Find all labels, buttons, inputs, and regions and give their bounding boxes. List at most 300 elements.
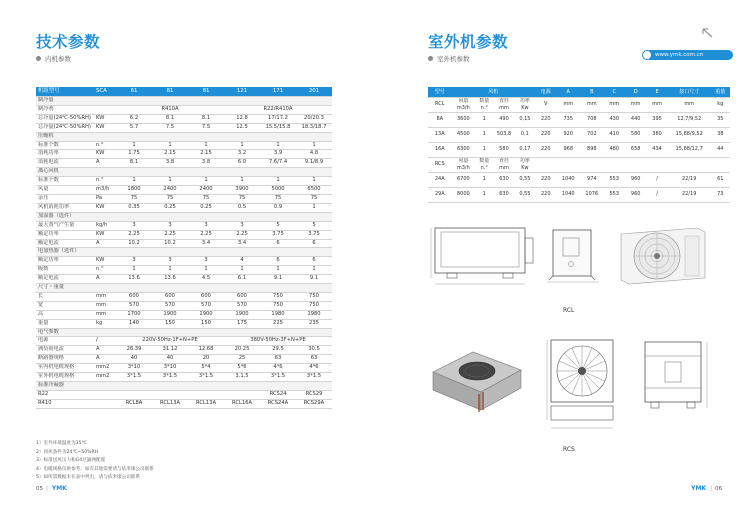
table-cell [296, 248, 332, 257]
table-row [36, 364, 332, 373]
table-cell: 3600 [452, 112, 476, 127]
table-cell: 1 [475, 172, 493, 187]
rcs-front-view-drawing [543, 332, 623, 442]
footnote-line: 3）标准送风压力和G4过滤网配置 [36, 458, 106, 464]
table-cell: 10.2 [116, 239, 152, 248]
table-cell: 1900 [224, 310, 260, 319]
table-cell: 6 [260, 257, 296, 266]
table-cell: 6700 [452, 172, 476, 187]
rcs-label: RCS [563, 446, 575, 453]
table-cell [188, 382, 224, 391]
table-cell: kg [94, 319, 116, 328]
table-row [36, 177, 332, 186]
header-cell: 重量 [711, 87, 730, 97]
table-cell: Pa [94, 194, 116, 203]
table-cell: 974 [580, 172, 604, 187]
unit-cell: 数量 n.° [475, 97, 493, 112]
table-cell [116, 382, 152, 391]
table-cell: 3 [188, 257, 224, 266]
table-cell: 电源 [36, 337, 94, 346]
table-cell: 3 [152, 257, 188, 266]
table-cell: 553 [604, 187, 625, 202]
table-cell: 220 [535, 112, 556, 127]
table-cell: 额定功率 [36, 257, 94, 266]
table-cell: 920 [556, 127, 580, 142]
table-cell: 8000 [452, 187, 476, 202]
table-cell: 225 [260, 319, 296, 328]
table-cell: 4.5 [188, 275, 224, 284]
table-cell: KW [94, 150, 116, 159]
table-cell [152, 382, 188, 391]
table-cell: 1 [152, 266, 188, 275]
table-cell: 380 [646, 127, 667, 142]
table-cell: mm2 [94, 364, 116, 373]
table-cell: 6.0 [224, 159, 260, 168]
table-cell: 968 [556, 142, 580, 157]
table-cell: 3 [152, 221, 188, 230]
table-cell: 12.68 [188, 346, 224, 355]
section-row [36, 132, 332, 141]
table-cell: A [94, 355, 116, 364]
table-cell: 2.25 [152, 230, 188, 239]
table-cell: n.° [94, 141, 116, 150]
table-cell: 12,7/9,52 [668, 112, 711, 127]
header-cell: D [625, 87, 646, 97]
header-cell: E [646, 87, 667, 97]
table-cell: 6 [296, 257, 332, 266]
table-cell: 3*1.5 [296, 373, 332, 382]
table-cell: 220 [535, 127, 556, 142]
table-cell [152, 284, 188, 293]
table-header-row [428, 87, 730, 97]
table-cell: 1980 [260, 310, 296, 319]
table-cell: 功率 Kw [515, 157, 535, 172]
page-number: 05 [36, 485, 43, 492]
table-cell: 1 [296, 177, 332, 186]
table-cell: 3*1.5 [152, 373, 188, 382]
website-url: www.ymk.com.cn [655, 52, 704, 58]
section-row [36, 284, 332, 293]
table-cell [260, 248, 296, 257]
table-cell: / [94, 337, 116, 346]
table-cell: 电气参数 [36, 328, 94, 337]
table-cell: 10.2 [152, 239, 188, 248]
subtitle-text: 室外机参数 [437, 55, 470, 63]
page-footer: 05 | YMK [36, 485, 67, 492]
table-cell: 3 [188, 221, 224, 230]
table-cell: 3.8 [188, 159, 224, 168]
table-cell [188, 212, 224, 221]
table-cell: 消耗电流 [36, 159, 94, 168]
table-cell: mm2 [94, 373, 116, 382]
table-row [428, 112, 730, 127]
table-cell: A [94, 346, 116, 355]
table-cell [94, 105, 116, 114]
footnote-line: 2）回风条件为24℃~50%RH [36, 449, 99, 455]
table-cell [94, 382, 116, 391]
table-cell [116, 212, 152, 221]
table-cell: RCS29A [296, 399, 332, 408]
header-cell: 型号 [428, 87, 452, 97]
table-cell: 0,1 [515, 127, 535, 142]
table-cell: 75 [224, 194, 260, 203]
table-row [428, 187, 730, 202]
section-row [36, 168, 332, 177]
table-cell [116, 97, 152, 106]
table-cell: 75 [260, 194, 296, 203]
table-cell: 6 [260, 239, 296, 248]
table-cell [188, 328, 224, 337]
table-cell [152, 97, 188, 106]
table-cell [224, 390, 260, 399]
table-cell: / [646, 187, 667, 202]
table-cell [94, 248, 116, 257]
table-cell: 150 [188, 319, 224, 328]
bullet-icon [36, 56, 41, 61]
header-cell: 171 [260, 87, 296, 97]
table-cell: 220 [535, 187, 556, 202]
table-row [36, 105, 332, 114]
section-subtitle [428, 54, 470, 63]
table-cell: 570 [188, 301, 224, 310]
table-cell: 75 [116, 194, 152, 203]
table-row [36, 203, 332, 212]
table-cell: 额定电流 [36, 239, 94, 248]
table-cell: 7.5 [152, 123, 188, 132]
table-cell: 29A [428, 187, 452, 202]
table-cell: 长 [36, 292, 94, 301]
section-subtitle [36, 54, 71, 63]
table-cell: kg/h [94, 221, 116, 230]
footnotes [36, 440, 154, 483]
table-cell: 0,55 [515, 172, 535, 187]
table-cell [260, 284, 296, 293]
table-cell: 风机消耗功率 [36, 203, 94, 212]
table-cell: 1040 [556, 172, 580, 187]
table-cell: 2400 [188, 186, 224, 195]
website-url-badge[interactable] [645, 50, 733, 60]
right-page [375, 0, 750, 512]
table-cell [260, 212, 296, 221]
table-cell [188, 284, 224, 293]
table-row [36, 346, 332, 355]
table-cell: 140 [116, 319, 152, 328]
table-cell [188, 390, 224, 399]
table-cell: 580 [493, 142, 514, 157]
table-cell: 6.1 [224, 275, 260, 284]
table-cell: 标准冷凝器 [36, 382, 94, 391]
table-cell: 级数 [36, 266, 94, 275]
table-row [36, 301, 332, 310]
header-cell: SCA [94, 87, 116, 97]
table-cell [94, 168, 116, 177]
table-cell: 1 [296, 141, 332, 150]
table-cell: 1 [224, 177, 260, 186]
brand-logo: YMK [51, 485, 67, 492]
table-cell: KW [94, 123, 116, 132]
table-cell: 风量 m3/h [452, 157, 476, 172]
table-cell: 1 [260, 141, 296, 150]
table-cell [94, 390, 116, 399]
table-cell [188, 132, 224, 141]
table-cell: 1 [296, 203, 332, 212]
table-cell: 0.9 [260, 203, 296, 212]
table-cell [152, 132, 188, 141]
table-cell: 余压 [36, 194, 94, 203]
table-cell: 0.5 [224, 203, 260, 212]
table-cell: 570 [224, 301, 260, 310]
table-cell: 风量 [36, 186, 94, 195]
section-row [36, 328, 332, 337]
table-cell: 0.25 [188, 203, 224, 212]
table-cell [668, 157, 711, 172]
table-cell: 6 [296, 239, 332, 248]
table-cell: 1 [296, 266, 332, 275]
table-cell: 0,55 [515, 187, 535, 202]
table-cell: 3 [224, 221, 260, 230]
table-cell: 15,88/12,7 [668, 142, 711, 157]
rcl-side-view-drawing [427, 218, 545, 290]
table-cell: 553 [604, 172, 625, 187]
table-cell: 570 [116, 301, 152, 310]
table-cell: 702 [580, 127, 604, 142]
table-cell: 25 [224, 355, 260, 364]
table-cell [116, 284, 152, 293]
table-cell [224, 212, 260, 221]
table-cell [224, 328, 260, 337]
table-cell [296, 284, 332, 293]
table-cell: KW [94, 257, 116, 266]
unit-cell: mm [580, 97, 604, 112]
table-cell [94, 97, 116, 106]
table-cell: RCS29 [296, 390, 332, 399]
table-row [36, 150, 332, 159]
table-row [36, 390, 332, 399]
table-cell [152, 390, 188, 399]
table-cell [296, 212, 332, 221]
table-cell: 5 [296, 221, 332, 230]
table-cell: 13.6 [152, 275, 188, 284]
table-cell: 20.25 [224, 346, 260, 355]
table-cell [152, 328, 188, 337]
table-cell: 750 [260, 292, 296, 301]
table-cell: 220 [535, 142, 556, 157]
table-cell: 3.75 [296, 230, 332, 239]
table-row [36, 257, 332, 266]
table-cell: 3.9 [260, 150, 296, 159]
table-row [36, 319, 332, 328]
table-cell: 630 [493, 187, 514, 202]
table-cell: RCL16A [224, 399, 260, 408]
table-cell: 22/19 [668, 187, 711, 202]
outdoor-spec-table [428, 87, 730, 203]
table-cell [580, 157, 604, 172]
table-cell: 61 [711, 172, 730, 187]
table-cell: 压缩机 [36, 132, 94, 141]
table-cell: RCL13A [152, 399, 188, 408]
table-cell: 40 [116, 355, 152, 364]
table-cell [260, 97, 296, 106]
unit-cell: V [535, 97, 556, 112]
header-cell: 风机 [452, 87, 536, 97]
table-cell: 570 [152, 301, 188, 310]
table-cell: 4 [224, 257, 260, 266]
table-cell: 3*10 [152, 364, 188, 373]
table-header-row [36, 87, 332, 97]
table-cell: n.° [94, 266, 116, 275]
table-cell: 24A [428, 172, 452, 187]
table-cell: 重量 [36, 319, 94, 328]
table-row [428, 142, 730, 157]
unit-cell: mm [604, 97, 625, 112]
table-row [36, 373, 332, 382]
table-row [36, 337, 332, 346]
table-cell: 额定电流 [36, 275, 94, 284]
rcl-unit-photo [615, 222, 711, 290]
decorative-arrow-icon [700, 27, 714, 39]
table-cell: 制冷剂 [36, 105, 94, 114]
table-cell: 63 [296, 355, 332, 364]
table-cell: 600 [116, 292, 152, 301]
table-cell: mm [94, 301, 116, 310]
table-cell [260, 328, 296, 337]
table-cell: 395 [646, 112, 667, 127]
table-cell [94, 328, 116, 337]
table-cell: 9.1 [296, 275, 332, 284]
table-cell: 430 [604, 112, 625, 127]
header-cell: 电源 [535, 87, 556, 97]
header-cell: A [556, 87, 580, 97]
table-cell [224, 382, 260, 391]
table-row [36, 141, 332, 150]
unit-cell: mm [668, 97, 711, 112]
footnote-line: 1）室外环境温度为35℃ [36, 441, 87, 446]
table-row [36, 355, 332, 364]
table-cell [116, 168, 152, 177]
page-number: 06 [715, 485, 722, 492]
table-cell: / [646, 172, 667, 187]
table-cell: 1.75 [116, 150, 152, 159]
table-cell: 1900 [152, 310, 188, 319]
table-cell [94, 399, 116, 408]
table-cell: R22 [36, 390, 94, 399]
table-cell: 8.1 [116, 159, 152, 168]
table-cell [224, 284, 260, 293]
table-cell: 1 [475, 187, 493, 202]
table-cell: 0.25 [152, 203, 188, 212]
table-cell [535, 157, 556, 172]
table-cell [556, 157, 580, 172]
section-row [36, 382, 332, 391]
table-cell: 电加热器（选件） [36, 248, 94, 257]
table-row [36, 239, 332, 248]
table-row [36, 266, 332, 275]
table-cell [94, 132, 116, 141]
table-cell: mm [94, 292, 116, 301]
table-cell: 735 [556, 112, 580, 127]
table-cell [116, 132, 152, 141]
table-row [36, 221, 332, 230]
table-cell: 0,17 [515, 142, 535, 157]
table-cell: 16A [428, 142, 452, 157]
table-cell [152, 248, 188, 257]
table-cell: 28.39 [116, 346, 152, 355]
table-cell: 708 [580, 112, 604, 127]
table-cell [224, 248, 260, 257]
table-cell: 5*6 [224, 364, 260, 373]
table-row [36, 186, 332, 195]
table-cell [604, 157, 625, 172]
header-cell: 81 [188, 87, 224, 97]
header-cell: 121 [224, 87, 260, 97]
table-cell: 1 [188, 177, 224, 186]
table-cell: 434 [646, 142, 667, 157]
table-cell: 室内机电缆规格 [36, 364, 94, 373]
table-cell: R410 [36, 399, 94, 408]
table-cell: 30.5 [296, 346, 332, 355]
table-cell: 标准个数 [36, 177, 94, 186]
table-cell: 220V-50Hz-1F+N+PE [116, 337, 224, 346]
page-title: 技术参数 [36, 33, 101, 51]
table-cell: 1 [260, 177, 296, 186]
table-cell: 总冷量(24℃-50%RH) [36, 114, 94, 123]
table-cell: 235 [296, 319, 332, 328]
table-row [36, 292, 332, 301]
header-cell: 201 [296, 87, 332, 97]
table-cell [188, 168, 224, 177]
table-cell: RCS24A [260, 399, 296, 408]
table-cell: RCL13A [188, 399, 224, 408]
table-row [428, 172, 730, 187]
table-cell: 13A [428, 127, 452, 142]
rcl-end-view-drawing [543, 226, 605, 284]
table-cell: 38 [711, 127, 730, 142]
brand-logo: YMK [691, 485, 707, 492]
table-cell: 7.6/7.4 [260, 159, 296, 168]
table-row [36, 399, 332, 408]
table-cell: 1900 [188, 310, 224, 319]
table-cell: 22/19 [668, 172, 711, 187]
table-cell: 18.3/18.7 [296, 123, 332, 132]
table-row [36, 123, 332, 132]
table-cell: 8A [428, 112, 452, 127]
table-cell: RCS [428, 157, 452, 172]
table-cell: 1 [188, 266, 224, 275]
table-cell [260, 382, 296, 391]
table-cell: 2400 [152, 186, 188, 195]
table-cell [188, 97, 224, 106]
table-cell [152, 168, 188, 177]
footnote-line: 5）如所需数据未在表中列出，请与依米康公司联系 [36, 475, 140, 481]
table-cell: 总冷量(24℃-50%RH) [36, 123, 94, 132]
table-cell: 29.5 [260, 346, 296, 355]
table-cell: 898 [580, 142, 604, 157]
table-cell [224, 97, 260, 106]
page-title: 室外机参数 [428, 33, 509, 51]
table-cell: 31.12 [152, 346, 188, 355]
table-cell: 3 [116, 257, 152, 266]
table-cell: 2.15 [152, 150, 188, 159]
table-cell: n.° [94, 177, 116, 186]
table-cell: 1 [224, 141, 260, 150]
table-cell: 5*4 [188, 364, 224, 373]
table-cell: 1 [475, 127, 493, 142]
table-cell: R22/R410A [224, 105, 332, 114]
table-cell [296, 97, 332, 106]
table-cell [224, 168, 260, 177]
table-cell: 9.1 [260, 275, 296, 284]
table-cell [116, 328, 152, 337]
